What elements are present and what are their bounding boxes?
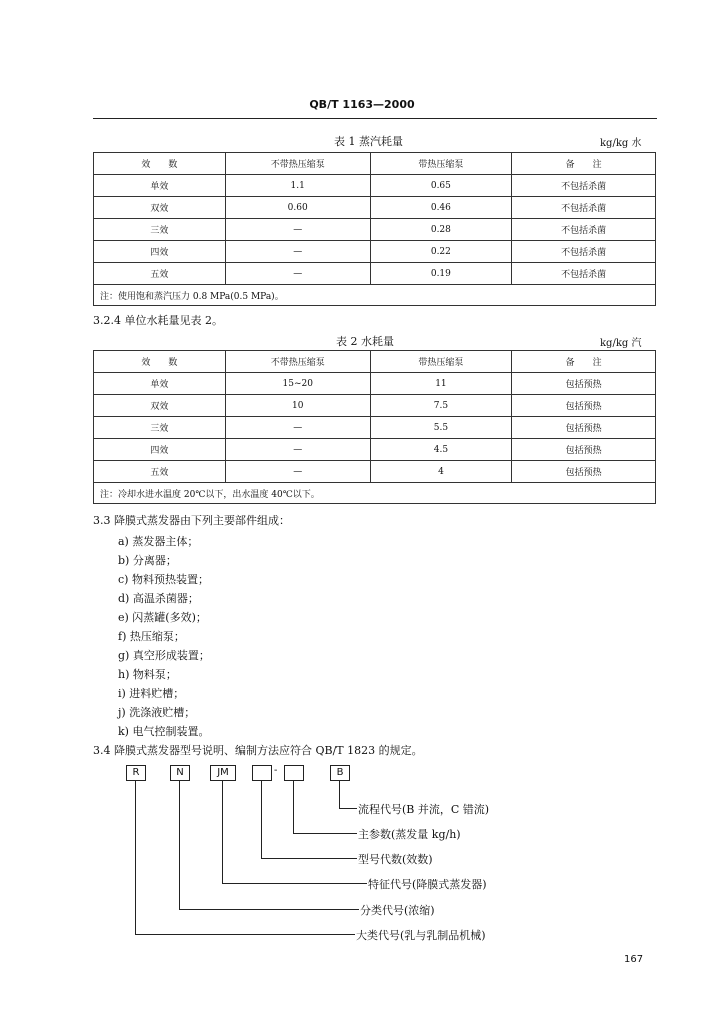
- connector-line: [135, 934, 355, 935]
- component-item: h) 物料泵；: [118, 668, 177, 681]
- table1-note: 注：使用饱和蒸汽压力 0.8 MPa(0.5 MPa)。: [94, 285, 656, 306]
- code-box-feature: JM: [210, 765, 236, 781]
- table-cell: 0.60: [225, 197, 370, 219]
- table-cell: 三效: [94, 417, 226, 439]
- table-cell: 5.5: [370, 417, 512, 439]
- table-cell: 五效: [94, 263, 226, 285]
- connector-line: [339, 808, 357, 809]
- table-cell: 4: [370, 461, 512, 483]
- table-cell: 不包括杀菌: [512, 175, 656, 197]
- table-cell: 三效: [94, 219, 226, 241]
- table-row: [94, 439, 656, 461]
- label-generation: 型号代数(效数): [358, 853, 433, 866]
- table-cell: 四效: [94, 439, 226, 461]
- section-3-3: 3.3 降膜式蒸发器由下列主要部件组成：: [93, 514, 290, 527]
- table-cell: 包括预热: [512, 439, 656, 461]
- table-cell: 10: [225, 395, 370, 417]
- table-cell: —: [225, 417, 370, 439]
- label-category-code: 大类代号(乳与乳制品机械): [356, 929, 486, 942]
- table-cell: 不包括杀菌: [512, 263, 656, 285]
- table-row: [94, 395, 656, 417]
- water-consumption-table: [93, 350, 656, 504]
- label-main-parameter: 主参数(蒸发量 kg/h): [358, 828, 461, 841]
- column-header-with-compressor: 带热压缩泵: [370, 351, 512, 373]
- table-cell: 0.19: [370, 263, 512, 285]
- column-header-remarks: 备 注: [512, 351, 656, 373]
- connector-line: [222, 883, 367, 884]
- label-feature-code: 特征代号(降膜式蒸发器): [368, 878, 487, 891]
- table-note-row: [94, 483, 656, 504]
- table-cell: —: [225, 439, 370, 461]
- table-cell: —: [225, 241, 370, 263]
- table-row: [94, 175, 656, 197]
- table-cell: 不包括杀菌: [512, 197, 656, 219]
- component-item: a) 蒸发器主体；: [118, 535, 199, 548]
- table-cell: 不包括杀菌: [512, 241, 656, 263]
- table-cell: 包括预热: [512, 417, 656, 439]
- column-header-remarks: 备 注: [512, 153, 656, 175]
- code-box-category: R: [126, 765, 146, 781]
- component-item: g) 真空形成装置；: [118, 649, 210, 662]
- connector-line: [222, 781, 223, 883]
- table-header-row: [94, 153, 656, 175]
- table1-caption: 表 1 蒸汽耗量: [334, 135, 403, 148]
- table-cell: 包括预热: [512, 395, 656, 417]
- table-cell: 4.5: [370, 439, 512, 461]
- table-cell: 15~20: [225, 373, 370, 395]
- table-cell: 单效: [94, 373, 226, 395]
- table-cell: 0.46: [370, 197, 512, 219]
- component-item: e) 闪蒸罐(多效)；: [118, 611, 207, 624]
- table-cell: 7.5: [370, 395, 512, 417]
- steam-consumption-table: [93, 152, 656, 306]
- table-row: [94, 461, 656, 483]
- section-3-2-4: 3.2.4 单位水耗量见表 2。: [93, 314, 223, 327]
- connector-line: [135, 781, 136, 934]
- table-row: [94, 263, 656, 285]
- code-box-flow: B: [330, 765, 350, 781]
- label-flow-code: 流程代号(B 并流，C 错流): [358, 803, 490, 816]
- component-item: f) 热压缩泵；: [118, 630, 185, 643]
- code-box-parameter: [284, 765, 304, 781]
- connector-line: [179, 909, 359, 910]
- table-row: [94, 219, 656, 241]
- table-cell: 单效: [94, 175, 226, 197]
- table-cell: 0.28: [370, 219, 512, 241]
- table-cell: 0.65: [370, 175, 512, 197]
- table-cell: 四效: [94, 241, 226, 263]
- component-item: j) 洗涤液贮槽；: [118, 706, 196, 719]
- table-cell: —: [225, 461, 370, 483]
- connector-line: [179, 781, 180, 909]
- section-3-4: 3.4 降膜式蒸发器型号说明、编制方法应符合 QB/T 1823 的规定。: [93, 744, 423, 757]
- table-row: [94, 373, 656, 395]
- table2-caption: 表 2 水耗量: [336, 335, 394, 348]
- column-header-no-compressor: 不带热压缩泵: [225, 351, 370, 373]
- component-item: i) 进料贮槽；: [118, 687, 185, 700]
- connector-line: [293, 781, 294, 833]
- table-cell: 包括预热: [512, 373, 656, 395]
- table-row: [94, 417, 656, 439]
- table-cell: 五效: [94, 461, 226, 483]
- table-header-row: [94, 351, 656, 373]
- table-cell: 不包括杀菌: [512, 219, 656, 241]
- table2-unit: kg/kg 汽: [600, 338, 642, 349]
- column-header-with-compressor: 带热压缩泵: [370, 153, 512, 175]
- column-header-no-compressor: 不带热压缩泵: [225, 153, 370, 175]
- connector-line: [261, 858, 357, 859]
- component-item: k) 电气控制装置。: [118, 725, 210, 738]
- table-cell: 包括预热: [512, 461, 656, 483]
- column-header-effects: 效 数: [94, 153, 226, 175]
- table-row: [94, 197, 656, 219]
- component-item: c) 物料预热装置；: [118, 573, 209, 586]
- connector-line: [339, 781, 340, 808]
- code-box-class: N: [170, 765, 190, 781]
- connector-line: [261, 781, 262, 858]
- standard-code-header: QB/T 1163—2000: [309, 98, 415, 111]
- table-cell: 1.1: [225, 175, 370, 197]
- code-box-generation: [252, 765, 272, 781]
- label-class-code: 分类代号(浓缩): [360, 904, 435, 917]
- table-cell: 双效: [94, 395, 226, 417]
- table-cell: 双效: [94, 197, 226, 219]
- table-cell: 11: [370, 373, 512, 395]
- header-rule: [93, 118, 657, 119]
- page-number: 167: [624, 954, 644, 965]
- code-hyphen: -: [274, 765, 278, 776]
- column-header-effects: 效 数: [94, 351, 226, 373]
- table-cell: —: [225, 263, 370, 285]
- connector-line: [293, 833, 357, 834]
- table-cell: —: [225, 219, 370, 241]
- table2-note: 注：冷却水进水温度 20℃以下，出水温度 40℃以下。: [94, 483, 656, 504]
- table-cell: 0.22: [370, 241, 512, 263]
- table-note-row: [94, 285, 656, 306]
- table-row: [94, 241, 656, 263]
- component-item: d) 高温杀菌器；: [118, 592, 199, 605]
- component-item: b) 分离器；: [118, 554, 177, 567]
- table1-unit: kg/kg 水: [600, 138, 642, 149]
